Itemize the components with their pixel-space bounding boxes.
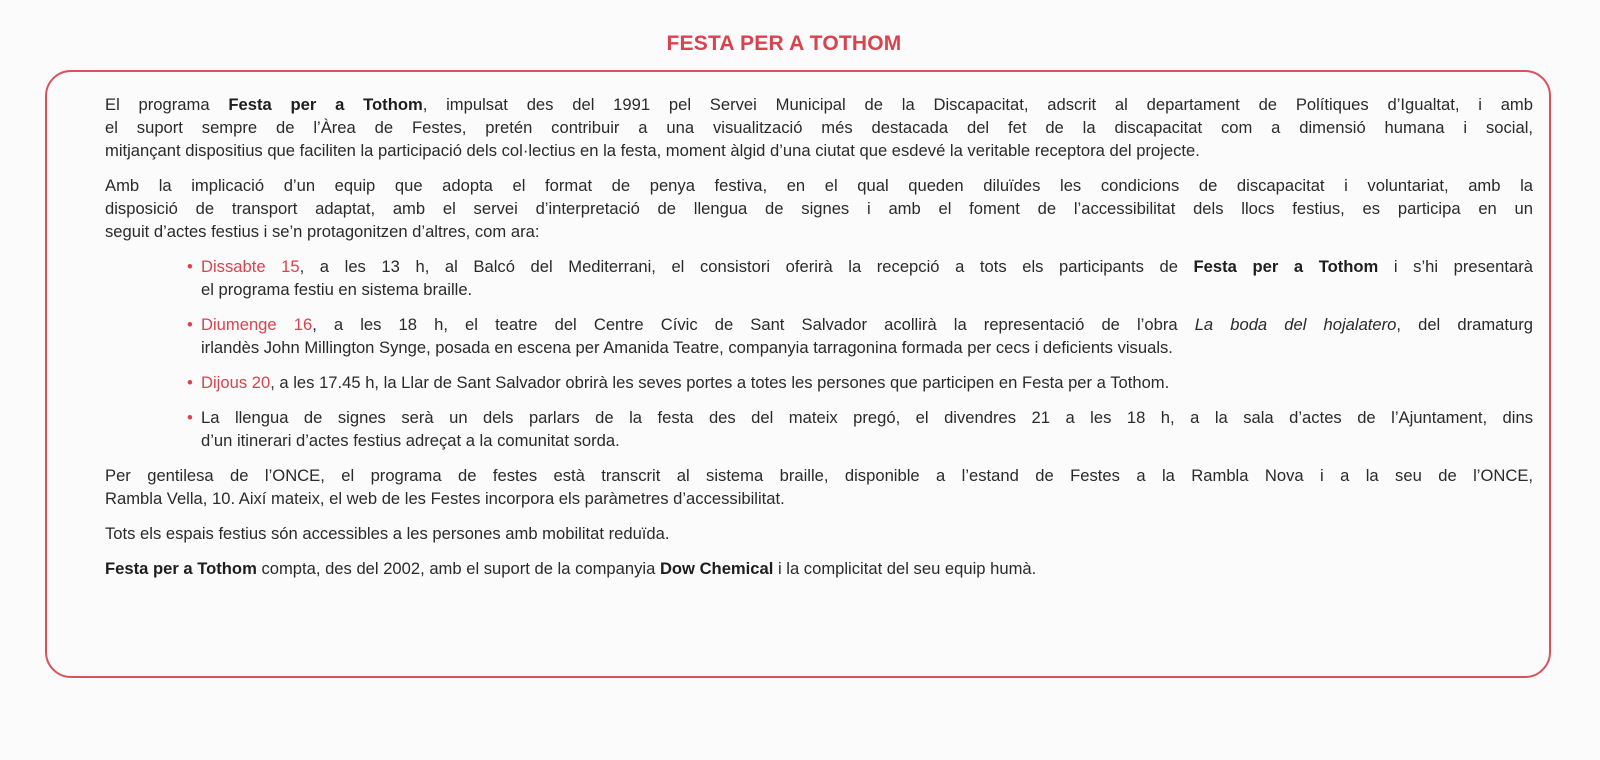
date-highlight: Dijous 20	[201, 373, 271, 392]
text-line	[187, 313, 1533, 336]
paragraph	[105, 93, 1533, 162]
text-line	[105, 197, 1533, 220]
text-line	[187, 429, 1533, 452]
bullet-item	[187, 313, 1533, 359]
text-segment: el programa festiu en sistema braille.	[201, 280, 473, 299]
paragraph	[105, 174, 1533, 243]
text-segment: Amb la implicació d’un equip que adopta el format de penya festiva, en el qual queden diluïdes les condicions de discapacitat i voluntariat, amb la	[105, 176, 1533, 195]
date-highlight: Dissabte 15	[201, 257, 300, 276]
text-segment: el suport sempre de l’Àrea de Festes, pretén contribuir a una visualització més destacada del fet de la discapacitat com a dimensió humana i social,	[105, 118, 1533, 137]
text-segment: , a les 17.45 h, la Llar de Sant Salvador obrirà les seves portes a totes les persones que participen en Festa per a Tothom.	[270, 373, 1170, 392]
text-line	[187, 278, 1533, 301]
text-line	[187, 371, 1533, 394]
italic-title: La boda del hojalatero	[1194, 315, 1397, 334]
text-segment: , a les 18 h, el teatre del Centre Cívic de Sant Salvador acollirà la representació de l’obra	[312, 315, 1195, 334]
bold-text: Festa per a Tothom	[228, 95, 423, 114]
text-line	[105, 139, 1533, 162]
paragraph	[105, 557, 1533, 580]
text-line	[105, 522, 1533, 545]
bold-text: Festa per a Tothom	[105, 559, 257, 578]
bullet-item	[187, 406, 1533, 452]
document-body	[105, 93, 1533, 592]
page-title: FESTA PER A TOTHOM	[666, 32, 902, 55]
text-line	[105, 464, 1533, 487]
text-segment: i s’hi presentarà	[1378, 257, 1533, 276]
bold-text: Festa per a Tothom	[1193, 257, 1379, 276]
text-segment: , a les 13 h, al Balcó del Mediterrani, el consistori oferirà la recepció a tots els participants de	[299, 257, 1194, 276]
text-segment: El programa	[105, 95, 229, 114]
paragraph	[105, 464, 1533, 510]
paragraph	[105, 522, 1533, 545]
text-segment: Per gentilesa de l’ONCE, el programa de festes està transcrit al sistema braille, disponible a l’estand de Festes a la Rambla Nova i a la seu de l’ONCE,	[105, 466, 1533, 485]
text-segment: mitjançant dispositius que faciliten la participació dels col·lectius en la festa, moment àlgid d’una ciutat que esdevé la veritable receptora del projecte.	[105, 141, 1200, 160]
bullet-item	[187, 255, 1533, 301]
text-segment: compta, des del 2002, amb el suport de la companyia	[256, 559, 660, 578]
date-highlight: Diumenge 16	[201, 315, 313, 334]
text-line	[187, 255, 1533, 278]
text-line	[105, 93, 1533, 116]
text-line	[105, 557, 1533, 580]
text-segment: i la complicitat del seu equip humà.	[773, 559, 1037, 578]
text-line	[105, 174, 1533, 197]
text-segment: seguit d’actes festius i se’n protagonitzen d’altres, com ara:	[105, 222, 540, 241]
bullet-item	[187, 371, 1533, 394]
text-line	[105, 116, 1533, 139]
text-line	[187, 406, 1533, 429]
text-segment: La llengua de signes serà un dels parlars de la festa des del mateix pregó, el divendres 21 a les 18 h, a la sala d’actes de l’Ajuntament, dins	[201, 408, 1533, 427]
text-line	[105, 220, 1533, 243]
text-segment: , del dramaturg	[1396, 315, 1533, 334]
text-segment: disposició de transport adaptat, amb el servei d’interpretació de llengua de signes i amb el foment de l’accessibilitat dels llocs festius, es participa en un	[105, 199, 1533, 218]
bold-text: Dow Chemical	[659, 559, 774, 578]
text-segment: Tots els espais festius són accessibles a les persones amb mobilitat reduïda.	[105, 524, 670, 543]
text-segment: , impulsat des del 1991 pel Servei Municipal de la Discapacitat, adscrit al departament de Polítiques d’Igualtat, i amb	[422, 95, 1533, 114]
text-line	[187, 336, 1533, 359]
text-segment: irlandès John Millington Synge, posada en escena per Amanida Teatre, companyia tarragonina formada per cecs i deficients visuals.	[201, 338, 1173, 357]
text-segment: d’un itinerari d’actes festius adreçat a la comunitat sorda.	[201, 431, 620, 450]
text-segment: Rambla Vella, 10. Així mateix, el web de les Festes incorpora els paràmetres d’accessibilitat.	[105, 489, 785, 508]
text-line	[105, 487, 1533, 510]
